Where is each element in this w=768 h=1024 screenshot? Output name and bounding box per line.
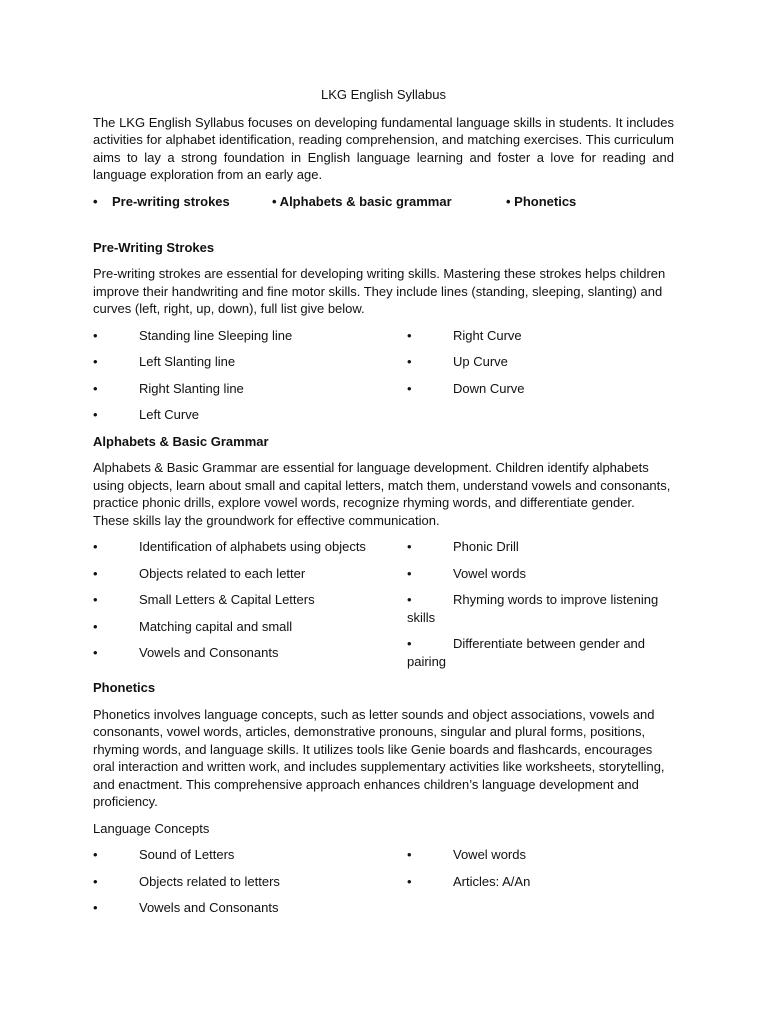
list-item: • Down Curve xyxy=(407,380,525,396)
list-item: • Left Curve xyxy=(93,407,199,422)
list-item: • Rhyming words to improve listening skills xyxy=(407,592,659,625)
prewriting-heading: Pre-Writing Strokes xyxy=(93,239,215,255)
list-item: • Objects related to each letter xyxy=(93,565,306,581)
list-item: • Objects related to letters xyxy=(93,873,280,889)
list-item: • Up Curve xyxy=(407,354,508,369)
intro-paragraph: The LKG English Syllabus focuses on developing fundamental language skills in students. It includes activities for alphabet identification, reading comprehension, and matching exercises. This curriculum aims to lay a strong foundation in English language learning and foster a love for reading and language exploration from an early age. xyxy=(93,114,674,182)
list-item: • Right Slanting line xyxy=(93,380,244,396)
list-item: • Matching capital and small xyxy=(93,618,293,634)
list-item: • Vowel words xyxy=(407,565,526,581)
alphabets-heading: Alphabets & Basic Grammar xyxy=(93,433,269,449)
list-item: • Identification of alphabets using objects xyxy=(93,539,366,554)
alphabets-list xyxy=(93,538,674,679)
list-item: • Vowels and Consonants xyxy=(93,900,279,915)
list-item: • Small Letters & Capital Letters xyxy=(93,592,315,607)
prewriting-paragraph: Pre-writing strokes are essential for developing writing skills. Mastering these strokes helps children improve their handwriting and fine motor skills. They include lines (standing, sleeping, slanting) and curves (left, right, up, down), full list give below. xyxy=(93,266,666,316)
phonetics-heading: Phonetics xyxy=(93,680,156,695)
phonetics-list xyxy=(93,846,674,926)
phonetics-paragraph: Phonetics involves language concepts, such as letter sounds and object associations, vowels and consonants, vowel words, articles, demonstrative pronouns, singular and plural forms, positions, rhyming words, and language skills. It utilizes tools like Genie boards and flashcards, encourages oral interaction and written work, and includes supplementary activities like worksheets, storytelling, and enactment. This comprehensive approach enhances children’s language development and proficiency. xyxy=(93,706,665,809)
alphabets-paragraph: Alphabets & Basic Grammar are essential for language development. Children identify alphabets using objects, learn about small and capital letters, match them, understand vowels and consonants, practice phonic drills, explore vowel words, recognize rhyming words, and differentiate gender. These skills lay the groundwork for effective communication. xyxy=(93,460,671,528)
topic-list xyxy=(93,193,674,211)
topic-phonetics: • Phonetics xyxy=(506,193,577,209)
list-item: • Standing line Sleeping line xyxy=(93,327,293,343)
topic-prewriting: • Pre-writing strokes xyxy=(93,193,230,209)
document-page xyxy=(93,86,674,926)
list-item: • Vowels and Consonants xyxy=(93,645,279,660)
prewriting-list xyxy=(93,327,674,433)
list-item: • Left Slanting line xyxy=(93,354,236,369)
topic-alphabets: • Alphabets & basic grammar xyxy=(272,193,452,209)
list-item: • Right Curve xyxy=(407,327,522,343)
language-concepts-subheading: Language Concepts xyxy=(93,820,210,836)
list-item: • Sound of Letters xyxy=(93,847,235,862)
page-title: LKG English Syllabus xyxy=(320,87,446,102)
list-item: • Vowel words xyxy=(407,847,526,862)
list-item: • Phonic Drill xyxy=(407,539,519,554)
list-item: • Articles: A/An xyxy=(407,873,531,889)
list-item: • Differentiate between gender and pairing xyxy=(407,636,646,669)
